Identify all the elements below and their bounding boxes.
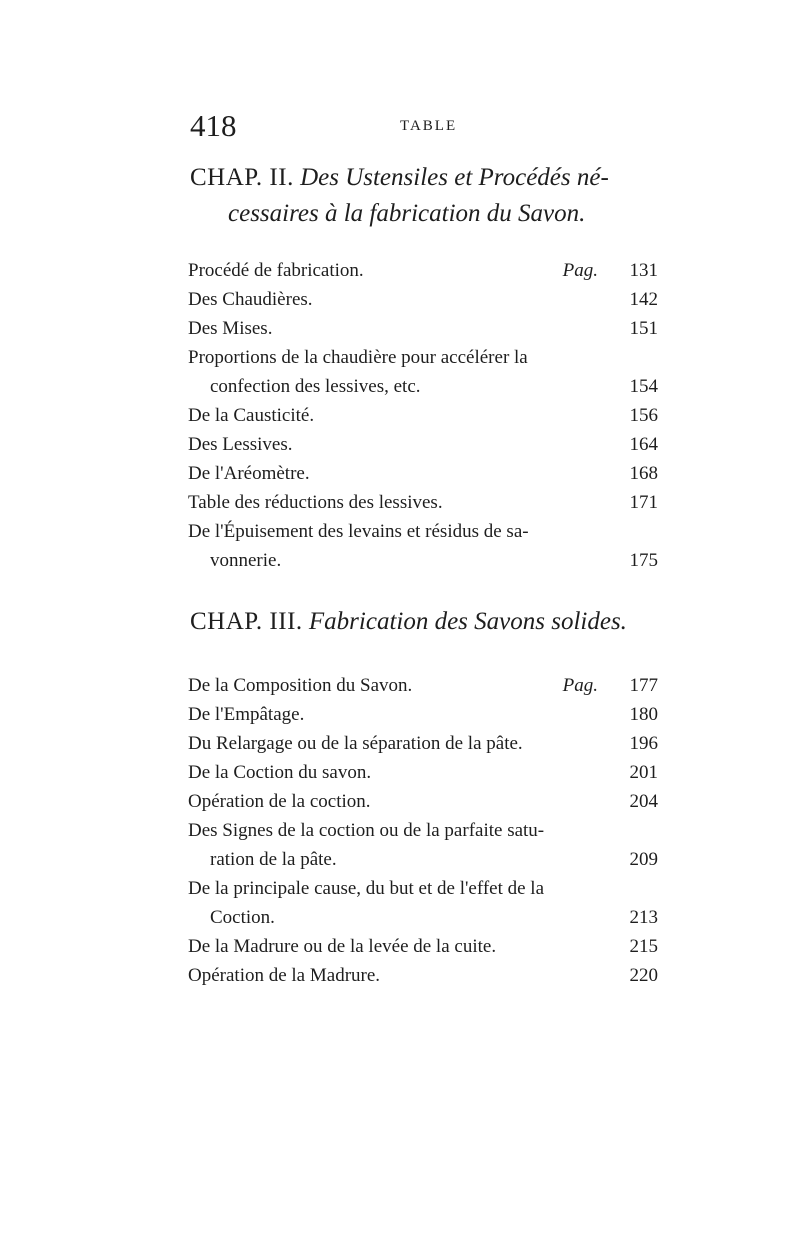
toc-entry-text: vonnerie. — [210, 550, 282, 571]
toc-entry-page: 204 — [629, 791, 658, 812]
toc-entry-text: De la Composition du Savon. — [188, 675, 413, 696]
toc-entry-text: De la Coction du savon. — [188, 762, 372, 783]
page-marker: Pag. — [562, 260, 598, 281]
toc-entry-page: 164 — [629, 434, 658, 455]
toc-entry-continuation — [188, 845, 658, 874]
toc-entry — [188, 459, 658, 488]
toc-entry-page: 154 — [629, 376, 658, 397]
toc-entry — [188, 314, 658, 343]
toc-entry — [188, 700, 658, 729]
toc-entry — [188, 285, 658, 314]
toc-entry — [188, 343, 658, 372]
chapter-ii-toc — [188, 256, 658, 575]
toc-entry-text: Proportions de la chaudière pour accélérer la — [188, 347, 528, 368]
toc-entry-page: 156 — [629, 405, 658, 426]
toc-entry-continuation — [188, 546, 658, 575]
toc-entry-page: 177 — [629, 675, 658, 696]
toc-entry-text: Opération de la coction. — [188, 791, 371, 812]
toc-entry — [188, 401, 658, 430]
toc-entry-text: Des Signes de la coction ou de la parfaite satu- — [188, 820, 545, 841]
toc-entry-text: De l'Aréomètre. — [188, 463, 310, 484]
page-number: 418 — [190, 108, 237, 143]
chapter-iii-toc — [188, 671, 658, 990]
toc-entry-text: De la Causticité. — [188, 405, 315, 426]
toc-entry-text: Opération de la Madrure. — [188, 965, 381, 986]
page-marker: Pag. — [562, 675, 598, 696]
toc-entry — [188, 816, 658, 845]
toc-entry-text: Des Mises. — [188, 318, 273, 339]
toc-entry-text: De la Madrure ou de la levée de la cuite. — [188, 936, 497, 957]
toc-entry-page: 220 — [629, 965, 658, 986]
toc-entry-page: 175 — [629, 550, 658, 571]
toc-entry-text: Des Chaudières. — [188, 289, 313, 310]
toc-entry-page: 213 — [629, 907, 658, 928]
toc-entry-text: Coction. — [210, 907, 275, 928]
chapter-ii-title-line1 — [190, 160, 660, 196]
chapter-iii-heading — [190, 604, 660, 640]
toc-entry-text: Procédé de fabrication. — [188, 260, 364, 281]
toc-entry — [188, 932, 658, 961]
toc-entry — [188, 671, 658, 700]
chapter-ii-title-line2: cessaires à la fabrication du Savon. — [228, 200, 586, 227]
toc-entry-page: 142 — [629, 289, 658, 310]
toc-entry-text: De l'Épuisement des levains et résidus de sa- — [188, 521, 529, 542]
chapter-ii-title: Des Ustensiles et Procédés né- — [300, 164, 609, 191]
toc-entry-page: 171 — [629, 492, 658, 513]
toc-entry-text: Des Lessives. — [188, 434, 293, 455]
page-header — [190, 108, 655, 148]
toc-entry-text: confection des lessives, etc. — [210, 376, 421, 397]
chapter-ii-heading — [190, 160, 660, 232]
running-title: TABLE — [400, 118, 458, 134]
toc-entry-continuation — [188, 372, 658, 401]
toc-entry — [188, 961, 658, 990]
toc-entry — [188, 758, 658, 787]
toc-entry-page: 215 — [629, 936, 658, 957]
toc-entry — [188, 787, 658, 816]
toc-entry-text: ration de la pâte. — [210, 849, 337, 870]
toc-entry — [188, 517, 658, 546]
toc-entry-page: 168 — [629, 463, 658, 484]
toc-entry — [188, 430, 658, 459]
toc-entry-page: 180 — [629, 704, 658, 725]
chapter-iii-label: CHAP. III. — [190, 608, 303, 635]
toc-entry-text: Table des réductions des lessives. — [188, 492, 443, 513]
toc-entry-continuation — [188, 903, 658, 932]
toc-entry — [188, 488, 658, 517]
toc-entry-page: 131 — [629, 260, 658, 281]
toc-entry — [188, 874, 658, 903]
toc-entry-page: 196 — [629, 733, 658, 754]
chapter-iii-title: Fabrication des Savons solides. — [308, 608, 627, 635]
toc-entry-page: 201 — [629, 762, 658, 783]
chapter-ii-label: CHAP. II. — [190, 164, 294, 191]
toc-entry-page: 209 — [629, 849, 658, 870]
toc-entry-text: De la principale cause, du but et de l'effet de la — [188, 878, 544, 899]
toc-entry — [188, 256, 658, 285]
toc-entry-text: Du Relargage ou de la séparation de la pâte. — [188, 733, 523, 754]
toc-entry-text: De l'Empâtage. — [188, 704, 305, 725]
toc-entry-page: 151 — [629, 318, 658, 339]
toc-entry — [188, 729, 658, 758]
